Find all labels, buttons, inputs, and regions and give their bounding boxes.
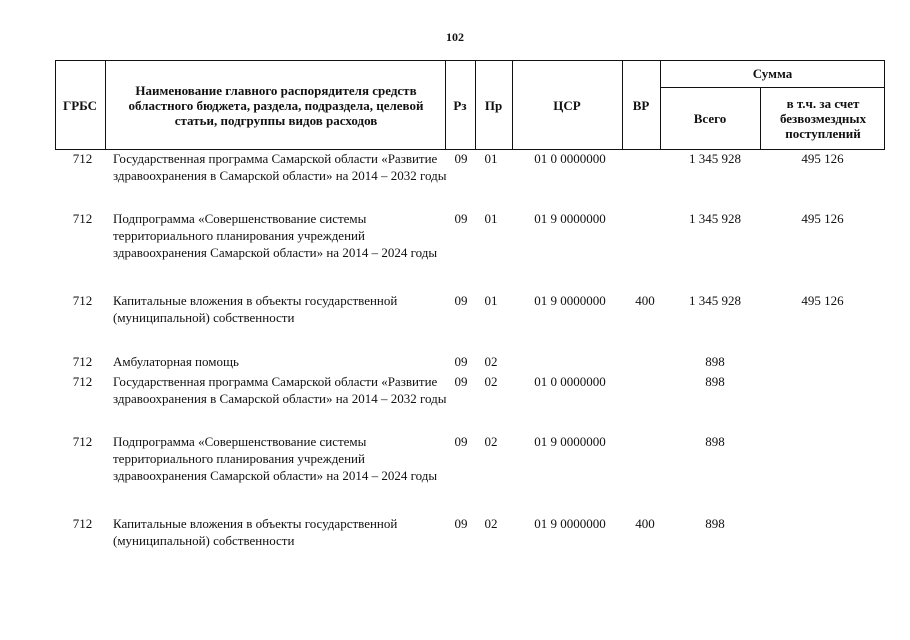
cell-bezvozm: 495 126 — [801, 151, 844, 166]
cell-vr: 400 — [635, 516, 655, 531]
cell-pr: 02 — [484, 434, 498, 449]
cell-bezvozm: 495 126 — [801, 211, 844, 226]
cell-vsego: 898 — [705, 354, 725, 369]
cell-rz: 09 — [454, 434, 468, 449]
cell-csr: 01 0 0000000 — [534, 374, 606, 389]
cell-name: Капитальные вложения в объекты государственной (муниципальной) собственности — [113, 516, 398, 548]
cell-name: Капитальные вложения в объекты государственной (муниципальной) собственности — [113, 293, 398, 325]
header-bezvozm: в т.ч. за счет безвозмездных поступлений — [779, 96, 867, 141]
cell-name: Амбулаторная помощь — [113, 354, 239, 369]
cell-pr: 01 — [484, 211, 498, 226]
header-grbs: ГРБС — [62, 97, 98, 113]
cell-grbs: 712 — [72, 516, 93, 531]
cell-pr: 02 — [484, 516, 498, 531]
cell-name: Подпрограмма «Совершенствование системы территориального планирования учреждений здравоохранения Самарской области» на 2014 – 2024 годы — [113, 211, 438, 260]
cell-name: Государственная программа Самарской области «Развитие здравоохранения в Самарской области» на 2014 – 2032 годы — [113, 151, 447, 183]
cell-name: Государственная программа Самарской области «Развитие здравоохранения в Самарской области» на 2014 – 2032 годы — [113, 374, 447, 406]
header-vsego: Всего — [693, 111, 727, 126]
page-number: 102 — [446, 30, 464, 44]
cell-rz: 09 — [454, 354, 468, 369]
header-vr: ВР — [632, 97, 650, 113]
header-name: Наименование главного распорядителя средств областного бюджета, раздела, подраздела, целевой статьи, подгруппы видов расходов — [128, 82, 424, 128]
cell-rz: 09 — [454, 374, 468, 389]
cell-rz: 09 — [454, 293, 468, 308]
cell-grbs: 712 — [72, 211, 93, 226]
cell-rz: 09 — [454, 211, 468, 226]
cell-csr: 01 0 0000000 — [534, 151, 606, 166]
cell-csr: 01 9 0000000 — [534, 434, 606, 449]
cell-csr: 01 9 0000000 — [534, 211, 606, 226]
cell-grbs: 712 — [72, 374, 93, 389]
cell-bezvozm: 495 126 — [801, 293, 844, 308]
cell-vsego: 898 — [705, 516, 725, 531]
cell-vsego: 898 — [705, 434, 725, 449]
cell-pr: 01 — [484, 293, 498, 308]
cell-vr: 400 — [635, 293, 655, 308]
table-header — [55, 60, 885, 150]
header-summa: Сумма — [752, 66, 793, 81]
cell-csr: 01 9 0000000 — [534, 516, 606, 531]
header-rz: Рз — [453, 97, 467, 113]
cell-vsego: 1 345 928 — [689, 211, 741, 226]
cell-name: Подпрограмма «Совершенствование системы территориального планирования учреждений здравоохранения Самарской области» на 2014 – 2024 годы — [113, 434, 438, 483]
cell-csr: 01 9 0000000 — [534, 293, 606, 308]
header-border — [760, 87, 761, 150]
cell-grbs: 712 — [72, 293, 93, 308]
cell-rz: 09 — [454, 516, 468, 531]
cell-grbs: 712 — [72, 151, 93, 166]
header-border — [105, 60, 106, 150]
cell-pr: 01 — [484, 151, 498, 166]
cell-grbs: 712 — [72, 434, 93, 449]
cell-pr: 02 — [484, 374, 498, 389]
cell-pr: 02 — [484, 354, 498, 369]
cell-vsego: 898 — [705, 374, 725, 389]
cell-rz: 09 — [454, 151, 468, 166]
header-pr: Пр — [484, 97, 503, 113]
cell-vsego: 1 345 928 — [689, 293, 741, 308]
cell-grbs: 712 — [72, 354, 93, 369]
cell-vsego: 1 345 928 — [689, 151, 741, 166]
header-csr: ЦСР — [553, 97, 581, 113]
